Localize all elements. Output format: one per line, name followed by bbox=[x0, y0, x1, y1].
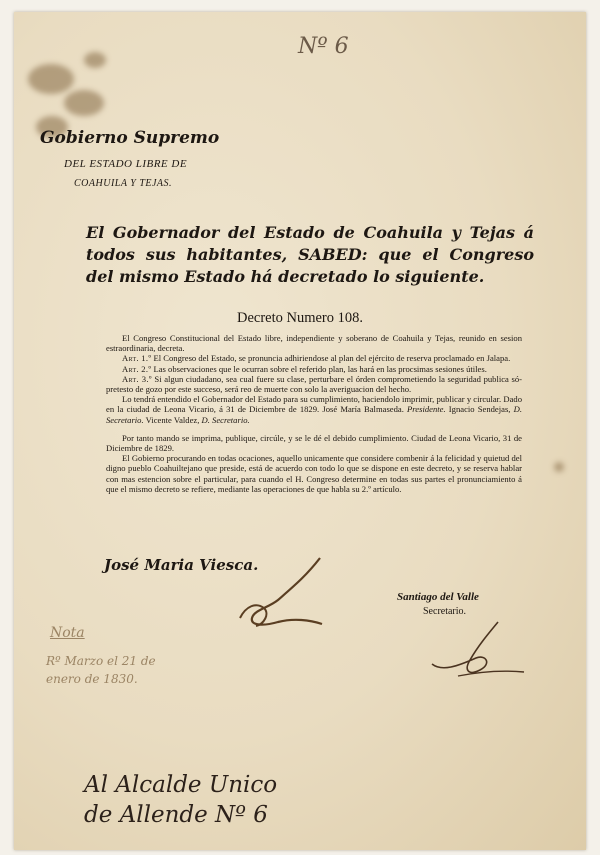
article-label: Art. 3.º bbox=[122, 373, 152, 384]
secretary-title: Secretario. bbox=[423, 606, 467, 617]
article-text: El Congreso del Estado, se pronuncia adhiriendose al plan del ejército de reserva proclamado en Jalapa. bbox=[153, 353, 511, 364]
handwritten-note-text bbox=[46, 652, 156, 688]
address-line: de Allende Nº 6 bbox=[84, 802, 268, 828]
governor-rubric-icon bbox=[234, 556, 334, 634]
handwritten-note-label: Nota bbox=[50, 625, 85, 641]
decree-body bbox=[106, 333, 522, 494]
government-header-subtitle: DEL ESTADO LIBRE DE bbox=[64, 158, 188, 170]
address-line: Al Alcalde Unico bbox=[84, 772, 278, 798]
president-role: Presidente. bbox=[407, 404, 446, 415]
secretary-1-role: D. Secretario. bbox=[106, 404, 522, 425]
ink-stain bbox=[554, 462, 564, 472]
governor-signature-name: José Maria Viesca. bbox=[104, 556, 259, 574]
handwritten-address bbox=[84, 770, 277, 830]
article-text: Si algun ciudadano, sea cual fuere su clase, perturbare el órden comprometiendo la seguridad publica só-pretesto de gozo por este succeso, será reo de muerte con solo la averiguacion del hecho. bbox=[106, 373, 522, 395]
secretary-2-name: Vicente Valdez, bbox=[145, 414, 200, 425]
government-statement: El Gobierno procurando en todas ocaciones, aquello unicamente que considere combenir á la felicidad y quietud del digno pueblo Coahuiltejano que preside, está de acuerdo con todo lo que se dispone en este decreto, y se reserva hablar con mas estencion sobre el particular, para cuando el H. Congreso determine en todas sus partes el pronunciamiento á que el mismo decreto se refiere, mediante las operaciones de que habla su 2.º artículo. bbox=[106, 453, 522, 494]
enactment-text: Lo tendrá entendido el Gobernador del Estado para su cumplimiento, haciendolo imprimir, publicar y circular. Dado en la ciudad de Leona Vicario, á 31 de Diciembre de 1829. José María Balmaseda. bbox=[106, 394, 522, 415]
folio-number: Nº 6 bbox=[298, 34, 349, 59]
secretary-signature-name: Santiago del Valle bbox=[397, 591, 479, 603]
article-label: Art. 2.º bbox=[122, 363, 152, 374]
ink-stain bbox=[28, 64, 74, 94]
enactment-clause bbox=[106, 394, 522, 425]
secretary-2-role: D. Secretario. bbox=[201, 414, 250, 425]
article-3 bbox=[106, 374, 522, 394]
decree-headline: El Gobernador del Estado de Coahuila y Tejas á todos sus habitantes, SABED: que el Congreso del mismo Estado há decretado lo siguiente. bbox=[86, 223, 534, 286]
article-2 bbox=[106, 364, 522, 374]
handwritten-note-line: enero de 1830. bbox=[46, 672, 138, 686]
decree-number: Decreto Numero 108. bbox=[236, 310, 364, 326]
handwritten-note-line: Rº Marzo el 21 de bbox=[46, 654, 156, 668]
ink-stain bbox=[64, 90, 104, 116]
article-1 bbox=[106, 353, 522, 363]
article-text: Las observaciones que le ocurran sobre el referido plan, las hará en las procsimas sesiones útiles. bbox=[153, 363, 487, 374]
decree-preamble: El Congreso Constitucional del Estado libre, independiente y soberano de Coahuila y Tejas, reunido en sesion estraordinaria, decreta. bbox=[106, 333, 522, 354]
secretary-1-name: Ignacio Sendejas, bbox=[448, 404, 511, 415]
ink-stain bbox=[84, 52, 106, 68]
government-header-title: Gobierno Supremo bbox=[40, 128, 220, 148]
article-label: Art. 1.º bbox=[122, 353, 152, 364]
promulgation-clause: Por tanto mando se imprima, publique, circúle, y se le dé el debido cumplimiento. Ciudad de Leona Vicario, 31 de Diciembre de 1829. bbox=[106, 432, 522, 454]
secretary-rubric-icon bbox=[428, 620, 528, 680]
government-header-state: COAHUILA Y TEJAS. bbox=[74, 178, 173, 189]
